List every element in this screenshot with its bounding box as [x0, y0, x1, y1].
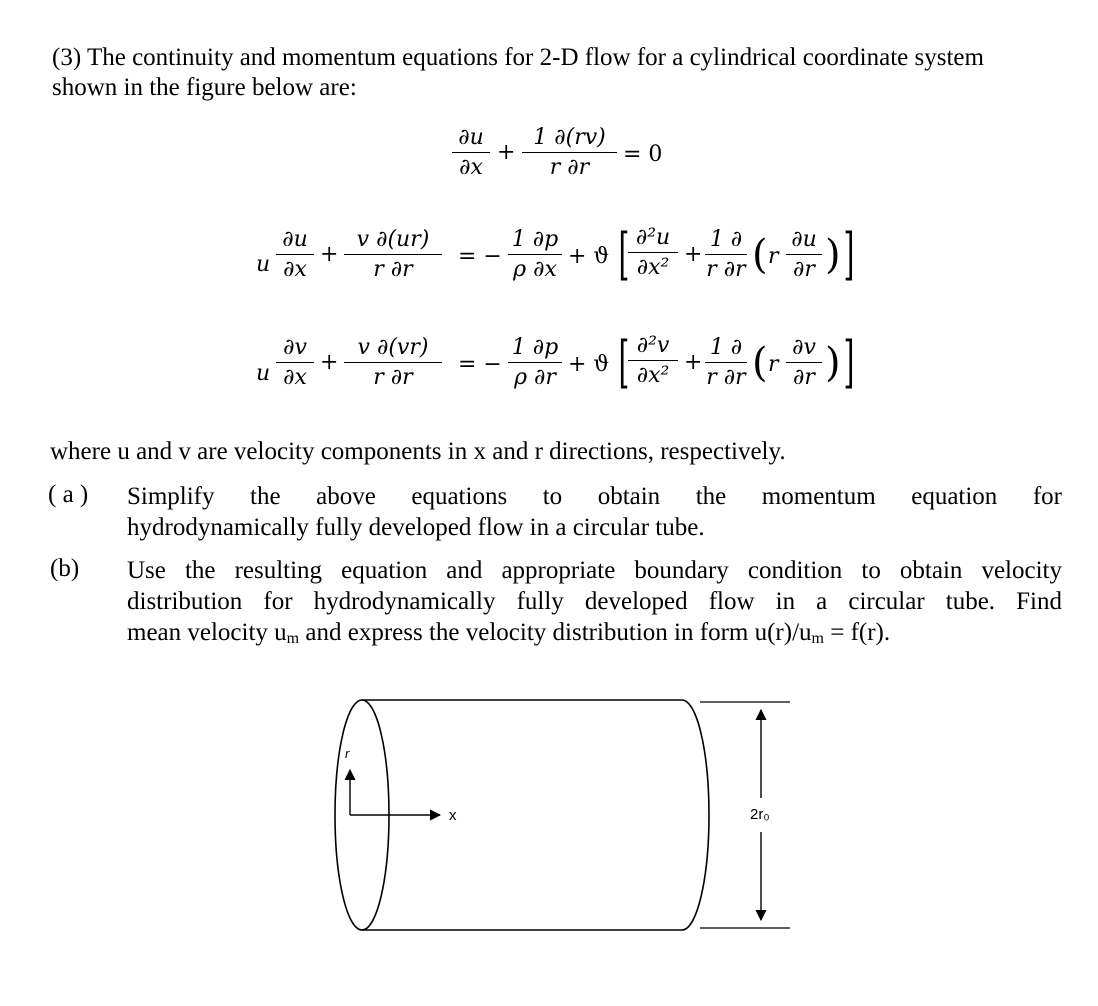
- momr-bracket-right: ]: [843, 330, 855, 395]
- problem-intro: [52, 43, 984, 103]
- diameter-label: 2r₀: [750, 806, 770, 823]
- momr-bracket-left: [: [618, 330, 630, 395]
- momx-t2-num: v ∂(ur): [356, 227, 430, 252]
- cont-plus: +: [497, 140, 516, 165]
- r-axis-label: r: [345, 746, 350, 761]
- item-b-text: [127, 555, 1062, 654]
- x-axis-label: x: [449, 807, 457, 824]
- intro-line-1: (3) The continuity and momentum equations for 2-D flow for a cylindrical coordinate system: [52, 44, 984, 71]
- momx-t1-num: ∂u: [282, 227, 308, 252]
- item-b-line-1: Use the resulting equation and appropriate boundary condition to obtain velocity: [127, 557, 1062, 584]
- momr-inner-r: r: [768, 352, 779, 377]
- momr-t1-den: ∂x: [283, 365, 307, 390]
- momx-paren-right: ): [825, 232, 841, 278]
- item-a-line-1: Simplify the above equations to obtain the momentum equation for: [127, 483, 1062, 510]
- momr-t5-den: r ∂r: [706, 365, 746, 390]
- momx-paren-left: (: [752, 232, 768, 278]
- momr-t2-num: v ∂(vr): [357, 335, 429, 360]
- item-b-line-2: distribution for hydrodynamically fully developed flow in a circular tube. Find: [127, 588, 1062, 615]
- item-b-line-3: mean velocity um and express the velocity distribution in form u(r)/um = f(r).: [127, 619, 891, 647]
- momx-t3-num: 1 ∂p: [511, 227, 559, 252]
- cylinder-figure: [320, 690, 800, 945]
- momx-t1-den: ∂x: [283, 257, 307, 282]
- momr-t6-den: ∂r: [793, 365, 815, 390]
- momr-nu: + ϑ: [568, 352, 610, 377]
- item-b-label: (b): [50, 555, 80, 582]
- momx-nu: + ϑ: [568, 244, 610, 269]
- momx-inner-r: r: [768, 244, 779, 269]
- momx-t6-num: ∂u: [791, 227, 817, 252]
- cont-rhs: = 0: [623, 142, 663, 167]
- momx-plus2: +: [684, 242, 703, 267]
- momr-t6-num: ∂v: [792, 335, 816, 360]
- cylinder-drawing: [320, 690, 800, 940]
- cont-term1-den: ∂x: [459, 155, 483, 180]
- cont-term2-den: r ∂r: [549, 155, 590, 180]
- momx-plus: +: [320, 242, 339, 267]
- momr-t2-den: r ∂r: [373, 365, 413, 390]
- momr-t4-num: ∂²v: [636, 333, 670, 358]
- momr-paren-right: ): [825, 340, 841, 386]
- momx-bracket-right: ]: [843, 222, 855, 287]
- momr-equals: = −: [458, 352, 502, 377]
- momr-t3-den: ρ ∂r: [514, 365, 556, 390]
- item-a-line-2: hydrodynamically fully developed flow in a circular tube.: [127, 514, 705, 541]
- momx-lead: u: [256, 252, 271, 277]
- item-a-label: ( a ): [48, 481, 89, 508]
- momx-equals: = −: [458, 244, 502, 269]
- momr-t5-num: 1 ∂: [709, 335, 743, 360]
- cont-term1-num: ∂u: [458, 125, 484, 150]
- cylinder-right-end: [682, 700, 709, 930]
- momx-t3-den: ρ ∂x: [513, 257, 557, 282]
- momx-t4-den: ∂x²: [636, 255, 670, 280]
- momr-plus2: +: [684, 350, 703, 375]
- momx-t4-num: ∂²u: [635, 225, 671, 250]
- momx-t2-den: r ∂r: [373, 257, 413, 282]
- momr-paren-left: (: [752, 340, 768, 386]
- momx-t5-num: 1 ∂: [709, 227, 743, 252]
- momr-lead: u: [256, 361, 271, 386]
- where-text: where u and v are velocity components in x and r directions, respectively.: [50, 438, 786, 465]
- momx-t6-den: ∂r: [793, 257, 815, 282]
- item-a-text: [127, 481, 1062, 543]
- momr-t1-num: ∂v: [283, 335, 307, 360]
- intro-line-2: shown in the figure below are:: [52, 74, 357, 101]
- momx-bracket-left: [: [618, 222, 630, 287]
- cont-term2-num: 1 ∂(rv): [533, 125, 606, 150]
- momr-t3-num: 1 ∂p: [511, 335, 559, 360]
- momr-t4-den: ∂x²: [636, 363, 670, 388]
- momx-t5-den: r ∂r: [706, 257, 746, 282]
- momr-plus: +: [320, 350, 339, 375]
